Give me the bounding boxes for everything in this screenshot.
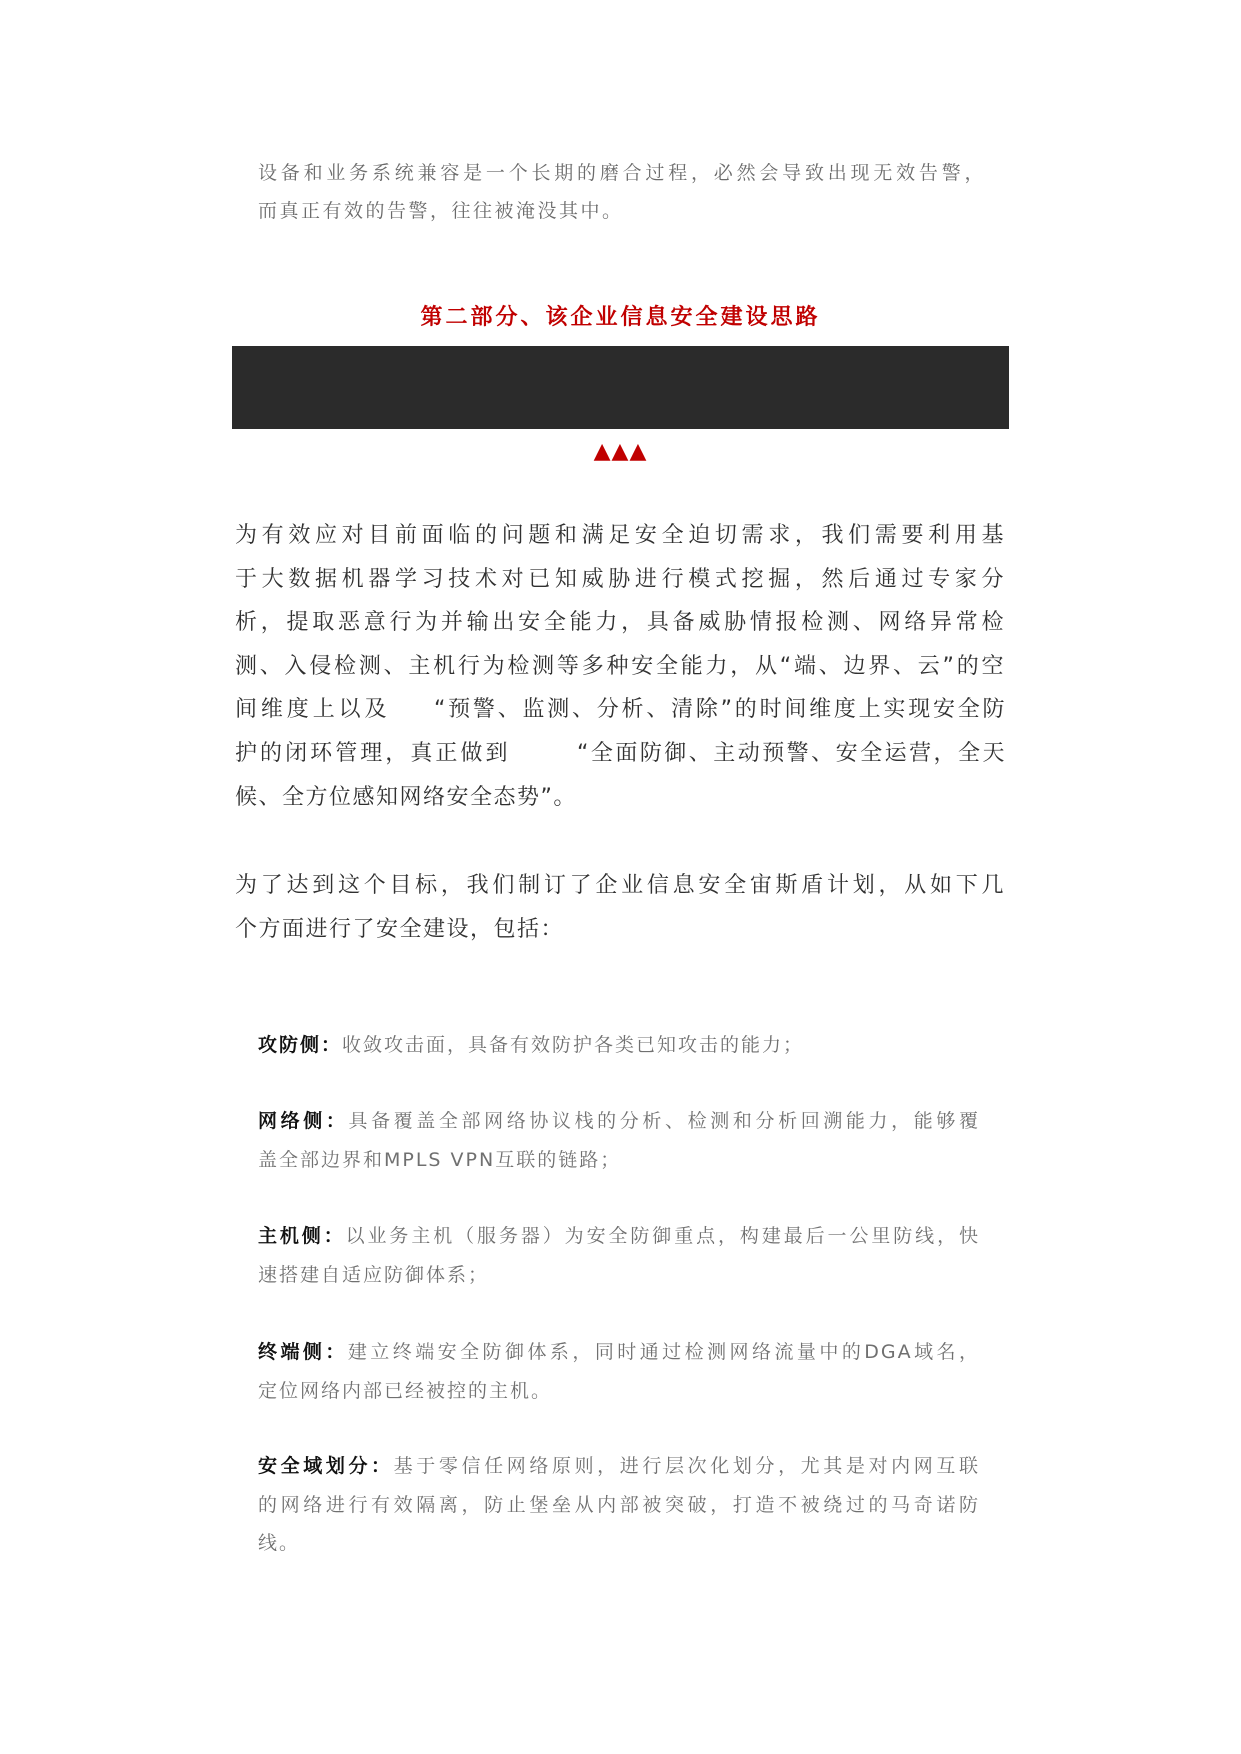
measure-line [258, 1447, 980, 1486]
paragraph-line-segment: “预警、监测、分析、清除”的时间维度上实现安全防 [434, 697, 1005, 723]
measure-text: 以业务主机（服务器）为安全防御重点，构建最后一公里防线，快 [345, 1225, 980, 1247]
intro-line: 而真正有效的告警，往往被淹没其中。 [258, 200, 624, 222]
measure-line [258, 1026, 980, 1065]
paragraph-line [235, 732, 1005, 776]
measure-item-offense-defense [258, 1026, 980, 1065]
measure-label: 主机侧： [258, 1225, 346, 1247]
approach-paragraph [235, 514, 1005, 819]
measure-line: 定位网络内部已经被控的主机。 [258, 1379, 553, 1402]
intro-line: 设备和业务系统兼容是一个长期的磨合过程，必然会导致出现无效告警， [258, 162, 986, 184]
measure-line: 的网络进行有效隔离，防止堡垒从内部被突破，打造不被绕过的马奇诺防 [258, 1493, 980, 1516]
paragraph-line [235, 688, 1005, 732]
paragraph-line: 为有效应对目前面临的问题和满足安全迫切需求，我们需要利用基 [235, 523, 1005, 548]
paragraph-line: 于大数据机器学习技术对已知威胁进行模式挖掘，然后通过专家分 [235, 566, 1005, 592]
measure-line [258, 1333, 980, 1372]
goal-paragraph [235, 864, 1005, 951]
paragraph-line-segment: 护的闭环管理，真正做到 [235, 740, 509, 766]
measure-label: 终端侧： [258, 1341, 348, 1363]
measure-line [258, 1102, 980, 1141]
triangle-marker-icon: ▲▲▲ [593, 439, 648, 464]
paragraph-line: 个方面进行了安全建设，包括： [235, 916, 565, 942]
measure-item-security-zoning [258, 1447, 980, 1563]
measure-line: 速搭建自适应防御体系； [258, 1263, 490, 1286]
measure-item-host [258, 1217, 980, 1294]
measure-line: 盖全部边界和MPLS VPN互联的链路； [258, 1148, 622, 1171]
measure-label: 网络侧： [258, 1110, 349, 1132]
paragraph-line: 测、入侵检测、主机行为检测等多种安全能力，从“端、边界、云”的空 [235, 653, 1005, 679]
paragraph-line: 析，提取恶意行为并输出安全能力，具备威胁情报检测、网络异常检 [235, 610, 1005, 636]
paragraph-line: 候、全方位感知网络安全态势”。 [235, 784, 577, 810]
paragraph-line-segment: 间维度上以及 [235, 697, 388, 723]
paragraph-line: 为了达到这个目标，我们制订了企业信息安全宙斯盾计划，从如下几 [235, 873, 1005, 898]
section-banner [232, 346, 1009, 429]
measure-text: 具备覆盖全部网络协议栈的分析、检测和分析回溯能力，能够覆 [348, 1110, 980, 1132]
measure-item-endpoint [258, 1333, 980, 1410]
measure-label: 安全域划分： [258, 1455, 394, 1477]
measure-text: 基于零信任网络原则，进行层次化划分，尤其是对内网互联 [393, 1455, 980, 1477]
intro-text-block [258, 154, 986, 230]
measure-label: 攻防侧： [258, 1034, 343, 1056]
measure-line: 线。 [258, 1532, 301, 1554]
measure-item-network [258, 1102, 980, 1179]
section-title: 第二部分、该企业信息安全建设思路 [420, 305, 821, 330]
measure-line [258, 1217, 980, 1256]
paragraph-line-segment: “全面防御、主动预警、安全运营，全天 [577, 740, 1005, 766]
measure-text: 收敛攻击面，具备有效防护各类已知攻击的能力； [342, 1034, 805, 1056]
measure-text: 建立终端安全防御体系，同时通过检测网络流量中的DGA域名， [347, 1341, 980, 1363]
